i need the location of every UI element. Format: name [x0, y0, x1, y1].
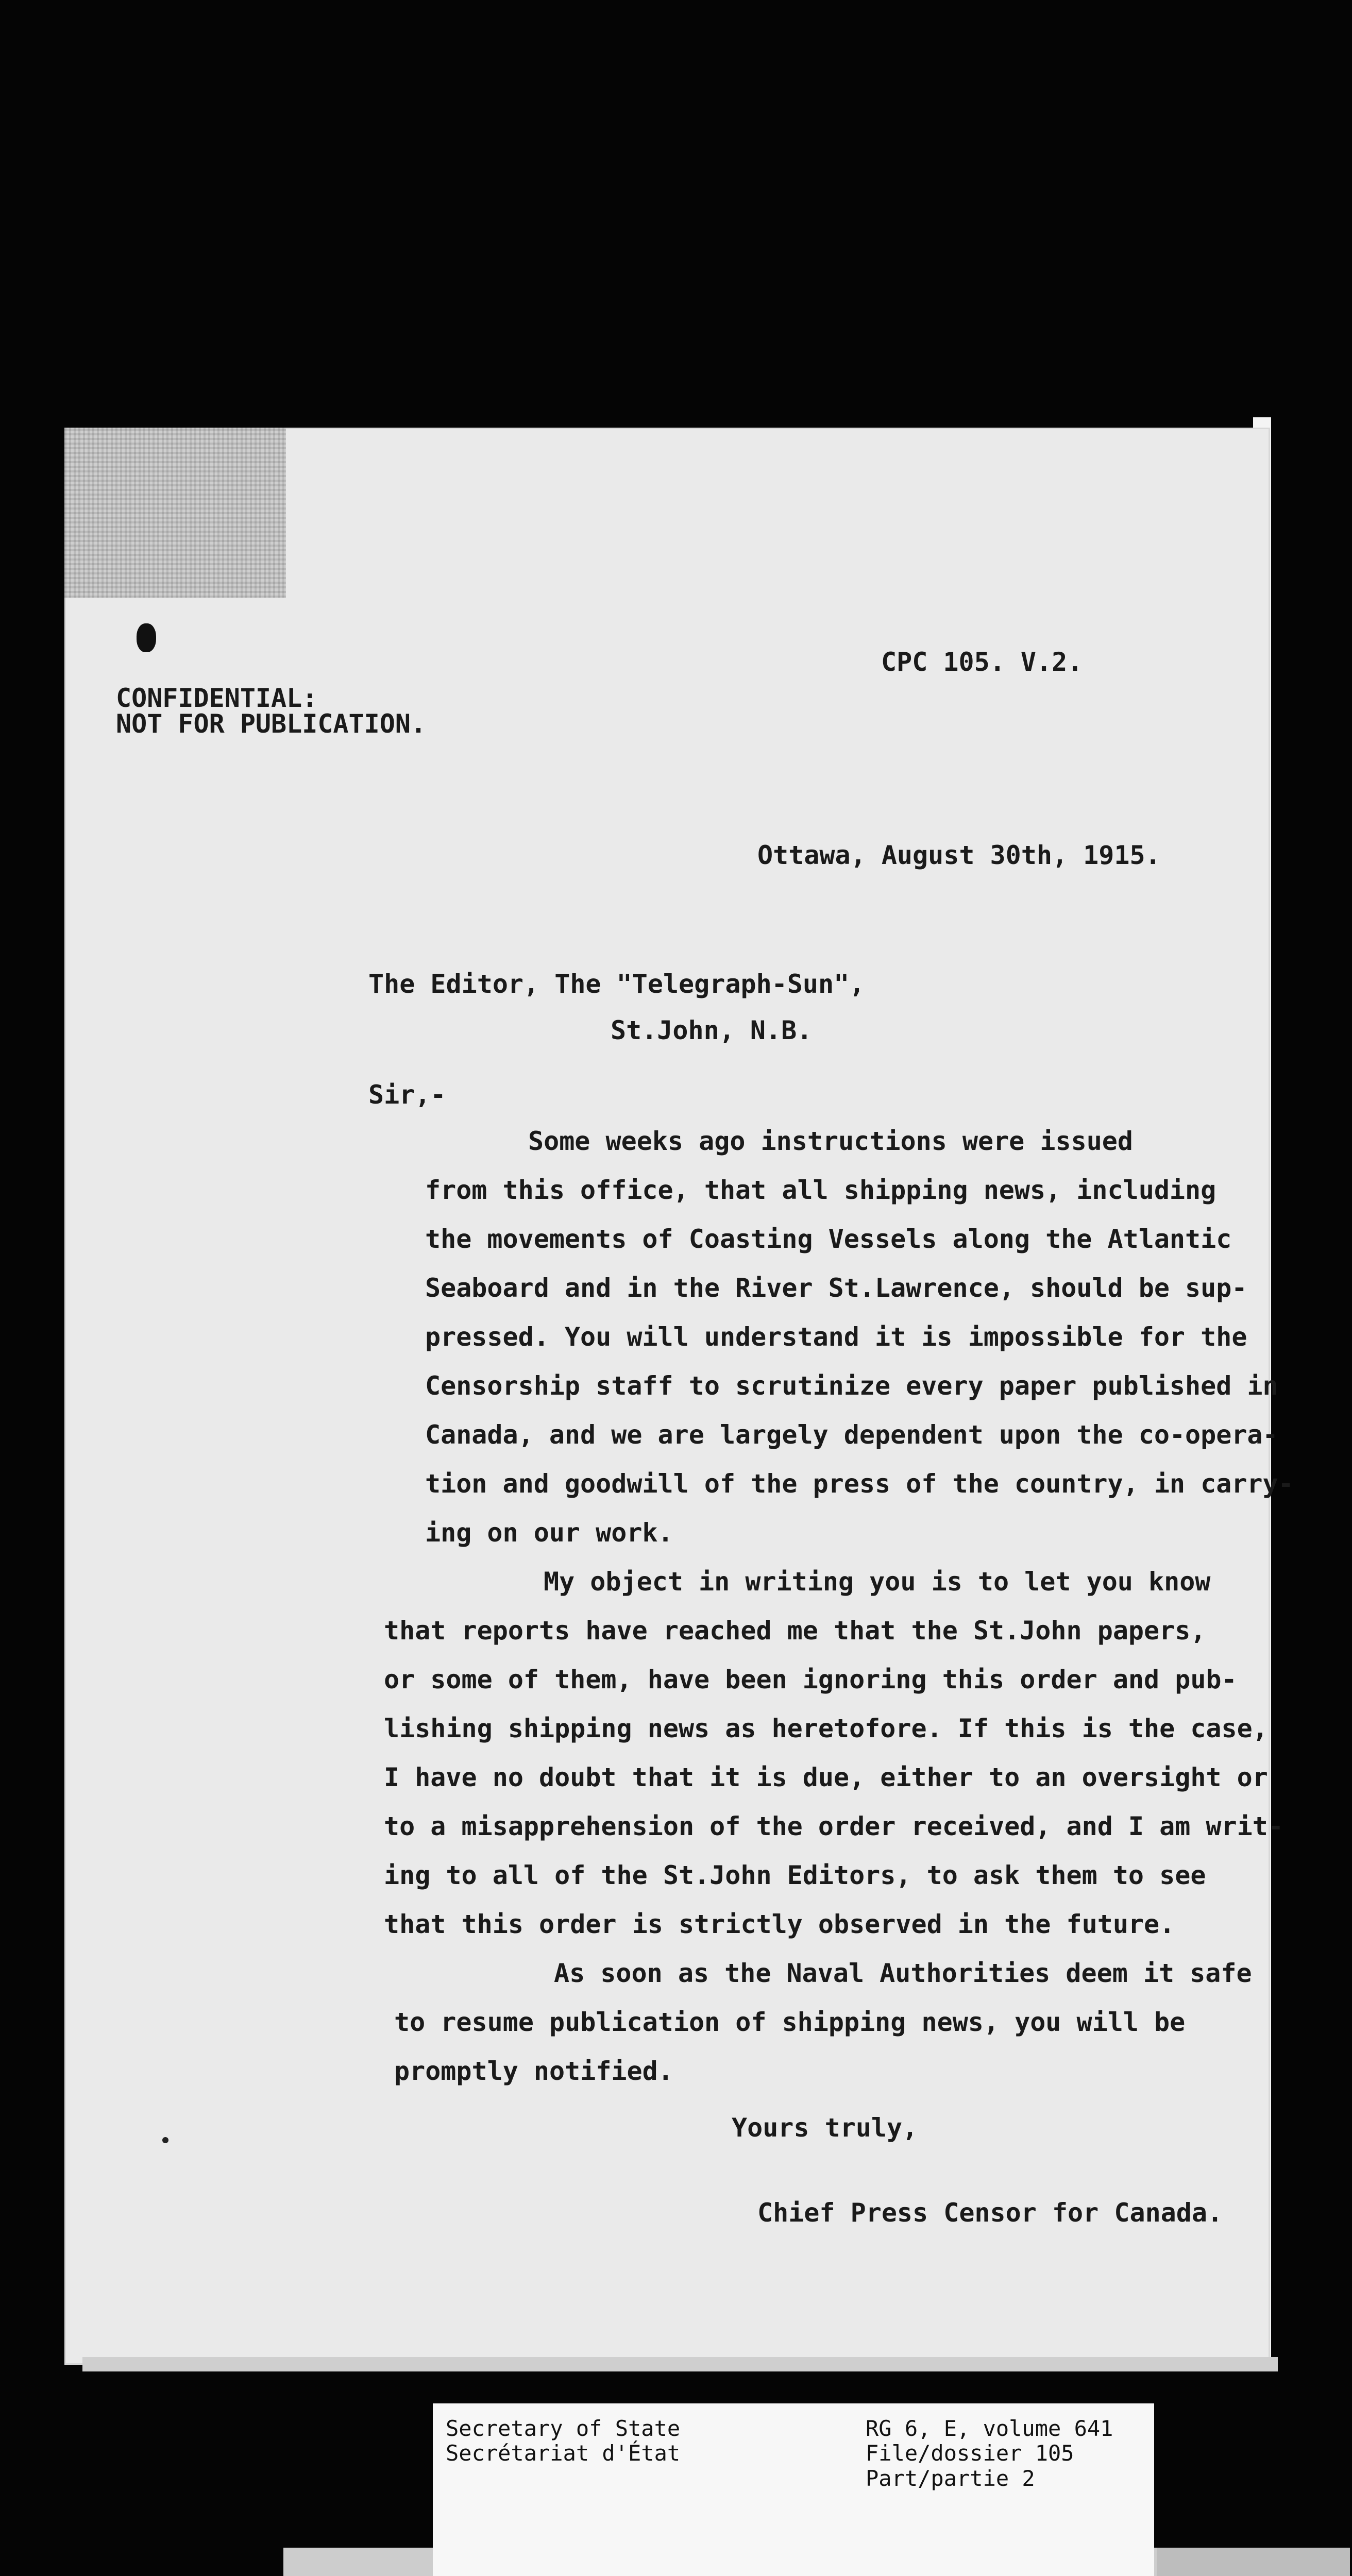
confidential-line-1: CONFIDENTIAL:: [116, 683, 318, 713]
file-reference: CPC 105. V.2.: [881, 647, 1083, 677]
paper-texture-corner: [64, 428, 286, 598]
body-line: or some of them, have been ignoring this order and pub-: [384, 1665, 1237, 1694]
body-line: that this order is strictly observed in the future.: [384, 1909, 1175, 1939]
confidential-line-2: NOT FOR PUBLICATION.: [116, 709, 427, 739]
recipient-line-2: St.John, N.B.: [611, 1015, 813, 1045]
date-line: Ottawa, August 30th, 1915.: [757, 840, 1161, 870]
signer-title: Chief Press Censor for Canada.: [757, 2198, 1223, 2228]
body-line: Censorship staff to scrutinize every paper published in: [425, 1371, 1278, 1401]
punch-hole: [137, 623, 156, 652]
body-line: promptly notified.: [394, 2056, 673, 2086]
label-part: Part/partie 2: [866, 2465, 1035, 2491]
recipient-line-1: The Editor, The "Telegraph-Sun",: [368, 969, 865, 999]
body-line: ing to all of the St.John Editors, to ask them to see: [384, 1860, 1206, 1890]
body-line: Canada, and we are largely dependent upon the co-opera-: [425, 1420, 1278, 1450]
body-line: from this office, that all shipping news, including: [425, 1175, 1216, 1205]
body-line: As soon as the Naval Authorities deem it safe: [554, 1958, 1252, 1988]
closing: Yours truly,: [732, 2113, 918, 2143]
letter-page: [64, 428, 1294, 2365]
label-record-group: RG 6, E, volume 641: [866, 2416, 1113, 2441]
label-department-fr: Secrétariat d'État: [446, 2441, 681, 2466]
label-left-column: [446, 2416, 680, 2466]
page-bottom-edge: [82, 2357, 1278, 2371]
body-line: Some weeks ago instructions were issued: [528, 1126, 1133, 1156]
label-file: File/dossier 105: [866, 2441, 1074, 2466]
salutation: Sir,-: [368, 1080, 446, 1110]
body-line: pressed. You will understand it is impossible for the: [425, 1322, 1247, 1352]
label-right-column: [866, 2416, 1113, 2491]
archive-label: [433, 2403, 1154, 2576]
body-line: ing on our work.: [425, 1518, 673, 1548]
ink-dot: [162, 2137, 168, 2143]
body-line: that reports have reached me that the St.John papers,: [384, 1616, 1206, 1646]
body-line: My object in writing you is to let you know: [544, 1567, 1211, 1597]
body-line: the movements of Coasting Vessels along the Atlantic: [425, 1224, 1232, 1254]
body-line: lishing shipping news as heretofore. If this is the case,: [384, 1714, 1268, 1743]
body-line: Seaboard and in the River St.Lawrence, should be sup-: [425, 1273, 1247, 1303]
body-line: to a misapprehension of the order received, and I am writ-: [384, 1811, 1283, 1841]
body-line: I have no doubt that it is due, either to an oversight or: [384, 1762, 1268, 1792]
label-department-en: Secretary of State: [446, 2416, 681, 2441]
body-line: to resume publication of shipping news, you will be: [394, 2007, 1186, 2037]
body-line: tion and goodwill of the press of the country, in carry-: [425, 1469, 1294, 1499]
stamp-band-tab: [1157, 2548, 1350, 2576]
